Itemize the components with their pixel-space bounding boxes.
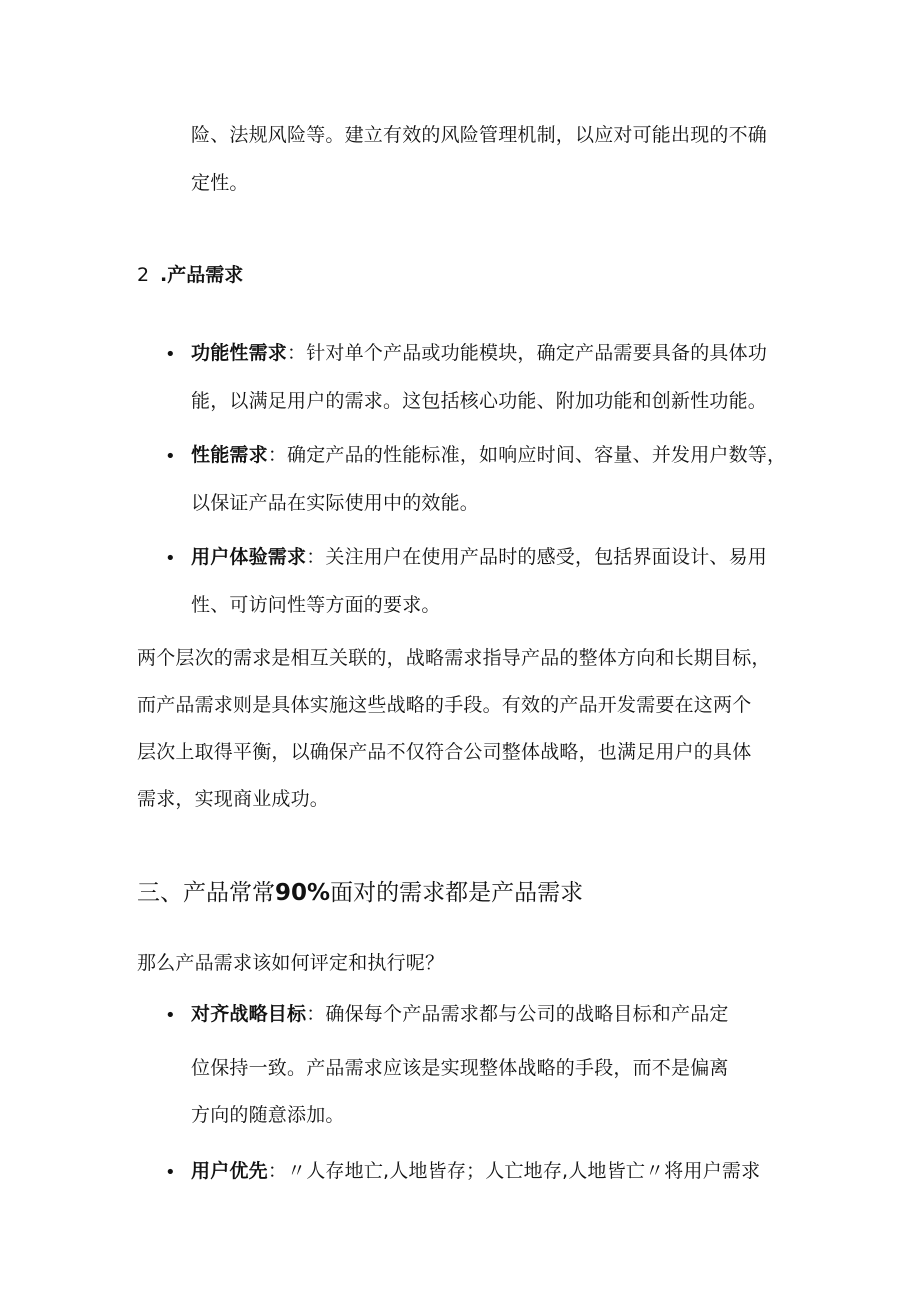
item-separator: ： — [306, 546, 326, 568]
summary-line-1: 两个层次的需求是相互关联的，战略需求指导产品的整体方向和长期目标， — [137, 647, 771, 669]
item-text: 确定产品的性能标准，如响应时间、容量、并发用户数等， — [287, 444, 787, 466]
list-item-continuation: 位保持一致。产品需求应该是实现整体战略的手段，而不是偏离 — [191, 1057, 729, 1079]
item-separator: ： — [287, 342, 307, 364]
heading-bold: 90% — [275, 880, 331, 906]
section-3-heading — [137, 878, 583, 908]
list-item-continuation: 以保证产品在实际使用中的效能。 — [191, 492, 480, 514]
item-separator: ： — [267, 1160, 288, 1182]
section-2-title: .产品需求 — [160, 264, 244, 286]
heading-prefix: 三、产品常常 — [137, 880, 275, 906]
list-item-continuation: 方向的随意添加。 — [191, 1104, 345, 1126]
list-item — [191, 544, 767, 570]
item-term: 性能需求 — [191, 444, 268, 466]
bullet-icon: • — [165, 1005, 176, 1026]
summary-line-2: 而产品需求则是具体实施这些战略的手段。有效的产品开发需要在这两个 — [137, 694, 752, 716]
bullet-icon: • — [165, 446, 176, 467]
item-term: 功能性需求 — [191, 342, 288, 364]
item-text: 针对单个产品或功能模块，确定产品需要具备的具体功 — [306, 342, 768, 364]
summary-line-3: 层次上取得平衡，以确保产品不仅符合公司整体战略，也满足用户的具体 — [137, 741, 752, 763]
list-item — [191, 442, 786, 468]
list-item — [191, 340, 767, 366]
item-separator: ： — [306, 1003, 326, 1025]
continuation-line-2: 定性。 — [191, 172, 249, 194]
item-separator: ： — [267, 444, 288, 466]
item-text: 关注用户在使用产品时的感受，包括界面设计、易用 — [325, 546, 768, 568]
item-term: 用户优先 — [191, 1160, 268, 1182]
list-item — [191, 1001, 729, 1027]
item-term: 用户体验需求 — [191, 546, 307, 568]
section-2-number: 2 — [137, 264, 150, 286]
question-text: 那么产品需求该如何评定和执行呢？ — [137, 952, 445, 974]
bullet-icon: • — [165, 548, 176, 569]
list-item-continuation: 能，以满足用户的需求。这包括核心功能、附加功能和创新性功能。 — [191, 390, 768, 412]
item-text: 〃人存地亡,人地皆存；人亡地存,人地皆亡〃将用户需求 — [287, 1160, 761, 1182]
item-text: 确保每个产品需求都与公司的战略目标和产品定 — [325, 1003, 729, 1025]
item-term: 对齐战略目标 — [191, 1003, 307, 1025]
heading-suffix: 面对的需求都是产品需求 — [330, 880, 584, 906]
list-item-continuation: 性、可访问性等方面的要求。 — [191, 594, 441, 616]
bullet-icon: • — [165, 1162, 176, 1183]
continuation-line-1: 险、法规风险等。建立有效的风险管理机制，以应对可能出现的不确 — [191, 124, 768, 146]
list-item — [191, 1158, 760, 1184]
bullet-icon: • — [165, 344, 176, 365]
summary-line-4: 需求，实现商业成功。 — [137, 788, 330, 810]
